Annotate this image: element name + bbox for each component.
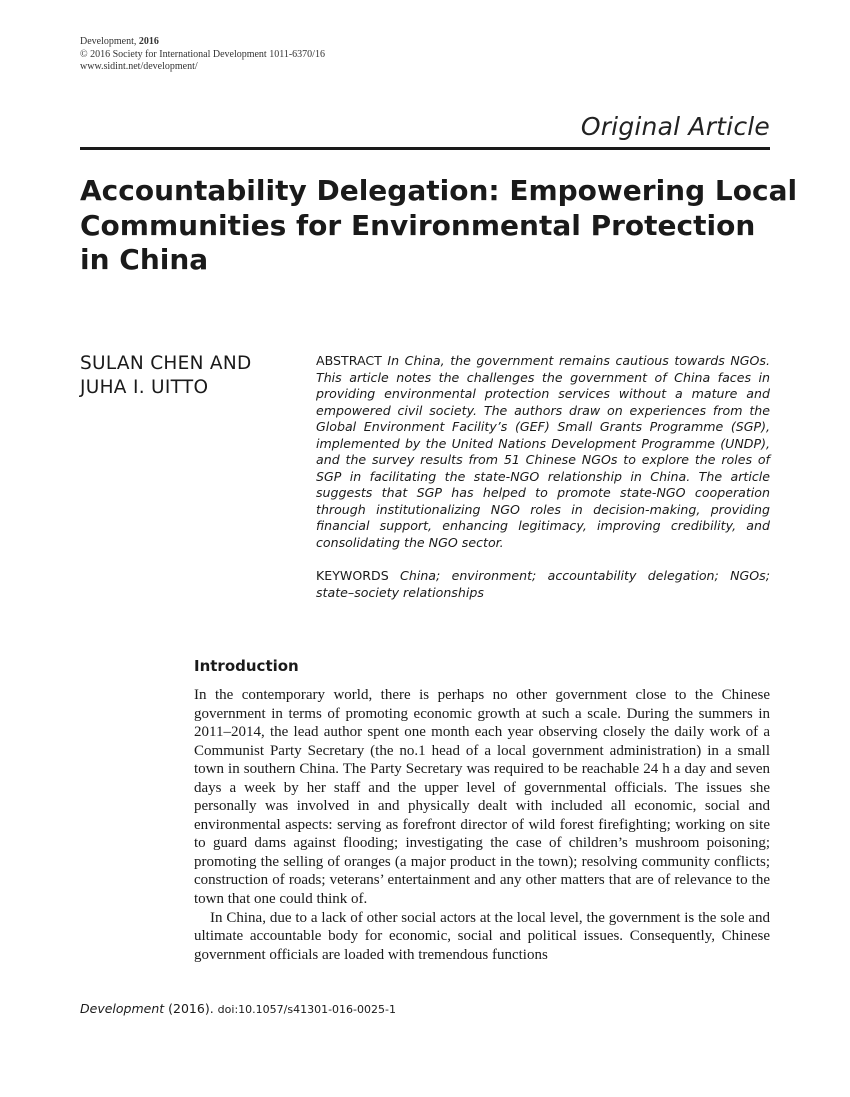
keywords-label: KEYWORDS bbox=[316, 568, 389, 583]
introduction-heading: Introduction bbox=[194, 657, 299, 675]
footer-journal: Development bbox=[80, 1001, 165, 1016]
copyright-line: © 2016 Society for International Development 1011-6370/16 bbox=[80, 48, 325, 60]
title-line: Accountability Delegation: Empowering Local bbox=[80, 174, 798, 207]
journal-line bbox=[80, 36, 325, 49]
abstract-text: In China, the government remains cautious towards NGOs. This article notes the challenges the government of China faces in providing environmental protection services without a mature and empowered civil society. The authors draw on experiences from the Global Environment Facility’s (GEF) Small Grants Programme (SGP), implemented by the United Nations Development Programme (UNDP), and the survey results from 51 Chinese NGOs to explore the roles of SGP in facilitating the state-NGO relationship in China. The article suggests that SGP has helped to promote state-NGO cooperation through institutionalizing NGO roles in decision-making, providing financial support, enhancing legitimacy, improving credibility, and consolidating the NGO sector. bbox=[316, 353, 770, 550]
author-line: SULAN CHEN AND bbox=[80, 353, 252, 374]
header-rule bbox=[80, 147, 770, 150]
journal-url[interactable]: www.sidint.net/development/ bbox=[80, 61, 198, 72]
footer-year: (2016). bbox=[168, 1001, 214, 1016]
article-type: Original Article bbox=[580, 112, 770, 141]
article-title bbox=[80, 174, 798, 278]
title-line: in China bbox=[80, 243, 209, 276]
journal-year: 2016 bbox=[138, 36, 159, 47]
abstract-block bbox=[316, 353, 770, 601]
keywords-text: China; environment; accountability delegation; NGOs; state–society relationships bbox=[316, 568, 770, 600]
body-paragraph: In China, due to a lack of other social actors at the local level, the government is the sole and ultimate accountable body for economic, social and political issues. Consequently, Chinese government officials are loaded with tremendous functions bbox=[194, 909, 770, 963]
page-footer bbox=[80, 1001, 396, 1016]
journal-name: Development, bbox=[80, 36, 137, 47]
introduction-body bbox=[194, 686, 770, 964]
keywords bbox=[316, 568, 770, 601]
journal-header bbox=[80, 36, 325, 74]
footer-doi[interactable]: doi:10.1057/s41301-016-0025-1 bbox=[217, 1003, 396, 1016]
title-line: Communities for Environmental Protection bbox=[80, 208, 756, 242]
authors bbox=[80, 352, 300, 400]
abstract bbox=[316, 353, 770, 551]
abstract-label: ABSTRACT bbox=[316, 353, 382, 368]
author-line: JUHA I. UITTO bbox=[80, 377, 209, 398]
body-paragraph: In the contemporary world, there is perhaps no other government close to the Chinese government in terms of promoting economic growth at such a scale. During the summers in 2011–2014, the lead author spent one month each year observing closely the daily work of a Communist Party Secretary (the no.1 head of a local government administration) in a small town in southern China. The Party Secretary was required to be reachable 24 h a day and seven days a week by her staff and the upper level of governmental officials. The issues she personally was involved in and physically dealt with included all economic, social and environmental aspects: serving as forefront director of wild forest firefighting; working on site to guard dams against flooding; investigating the case of children’s mushroom poisoning; promoting the selling of oranges (a major product in the town); resolving community conflicts; construction of roads; veterans’ entertainment and any other matters that are of relevance to the town that one could think of. bbox=[194, 687, 770, 908]
